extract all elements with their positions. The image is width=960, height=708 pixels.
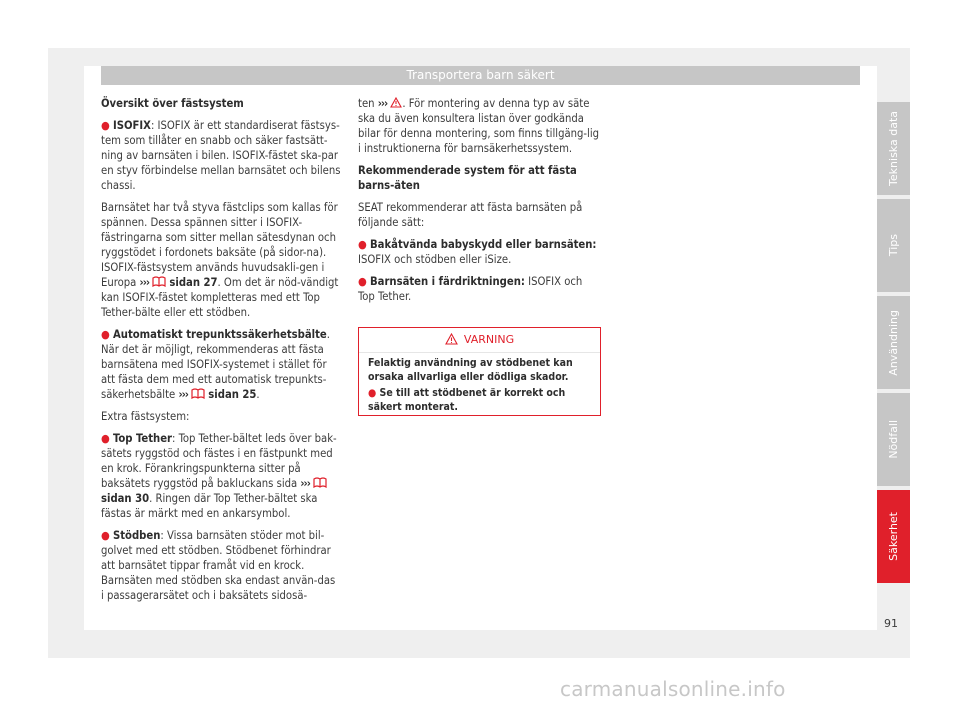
recommendation-intro: SEAT rekommenderar att fästa barnsäten på följande sätt:	[358, 201, 583, 229]
warning-triangle-icon	[390, 97, 402, 108]
arrows-icon: ›››	[139, 276, 149, 289]
tab-anvandning[interactable]: Användning	[877, 296, 910, 389]
bullet-icon: ●	[368, 387, 377, 399]
bullet-icon: ●	[101, 119, 110, 132]
tab-tekniska-data[interactable]: Tekniska data	[877, 102, 910, 195]
arrows-icon: ›››	[377, 97, 388, 110]
right-column	[358, 96, 602, 311]
list-item-three-point-belt: ● Automatiskt trepunktssäkerhetsbälte. När det är möjligt, rekommenderas att fästa barnsätena med ISOFIX-systemet i stället för att fästa dem med ett automatisk trepunkts-säkerhetsbälte ››› sidan 25.	[101, 328, 330, 401]
bullet-icon: ●	[358, 238, 367, 251]
page-reference-link[interactable]: sidan 27	[169, 276, 218, 289]
bullet-icon: ●	[358, 275, 367, 288]
bullet-icon: ●	[101, 529, 110, 542]
left-column	[101, 96, 341, 610]
book-icon	[313, 477, 327, 488]
warning-body	[359, 353, 600, 414]
page-number: 91	[884, 617, 898, 630]
arrows-icon: ›››	[300, 477, 310, 490]
list-item-isofix: ● ISOFIX: ISOFIX är ett standardiserat fästsys-tem som tillåter en snabb och säker fastsätt-ning av barnsäten i bilen. ISOFIX-fästet ska-par en styv förbindelse mellan barnsätet och bilens chassi.	[101, 119, 341, 192]
book-icon	[191, 388, 205, 399]
watermark: carmanualsonline.info	[560, 677, 786, 701]
list-item-support-leg: ● Stödben: Vissa barnsäten stöder mot bil-golvet med ett stödben. Stödbenet förhindrar att barnsätet tippar framåt vid en krock. Barnsäten med stödben ska endast använ-das i passagerarsätet och i baksätets sidosä-	[101, 529, 336, 602]
page-reference-link[interactable]: sidan 25	[208, 388, 257, 401]
section-heading: Översikt över fästsystem	[101, 97, 244, 110]
extra-systems-label: Extra fästsystem:	[101, 410, 190, 423]
continued-paragraph: ten ››› . För montering av denna typ av säte ska du även konsultera listan över godkända bilar för denna montering, som finns tillgäng-lig i instruktionerna för barnsäkerhetssystem.	[358, 97, 600, 155]
warning-text: Felaktig användning av stödbenet kan orsaka allvarliga eller dödliga skador.	[368, 357, 573, 383]
warning-bullet-item: ● Se till att stödbenet är korrekt och säkert monterat.	[368, 387, 566, 413]
warning-header	[359, 328, 600, 353]
warning-box	[358, 327, 601, 416]
arrows-icon: ›››	[178, 388, 188, 401]
page-reference-link[interactable]: sidan 30	[101, 492, 150, 505]
warning-title: VARNING	[463, 333, 515, 346]
list-item-top-tether: ● Top Tether: Top Tether-bältet leds över bak-sätets ryggstöd och fästes i en fästpunkt med en krok. Förankringspunkterna sitter på baksätets ryggstöd på bakluckans sida ››› sidan 30. Ringen där Top Tether-bältet ska fästas är märkt med en ankarsymbol.	[101, 432, 337, 520]
paragraph-isofix-clips: Barnsätet har två styva fästclips som kallas för spännen. Dessa spännen sitter i ISOFIX-fästringarna som sitter mellan sätesdynan och ryggstödet i fordonets baksäte (på sidor-na). ISOFIX-fästsystem används huvudsakli-gen i Europa ››› sidan 27. Om det är nöd-vändigt kan ISOFIX-fästet kompletteras med ett Top Tether-bälte eller ett stödben.	[101, 201, 339, 319]
section-heading: Rekommenderade system för att fästa barns-äten	[358, 164, 577, 192]
list-item-forward-facing: ● Barnsäten i färdriktningen: ISOFIX och Top Tether.	[358, 275, 583, 303]
page-header-title: Transportera barn säkert	[101, 66, 860, 85]
tab-tips[interactable]: Tips	[877, 199, 910, 292]
book-icon	[152, 276, 166, 287]
tab-nodfall[interactable]: Nödfall	[877, 393, 910, 486]
bullet-icon: ●	[101, 432, 110, 445]
bullet-icon: ●	[101, 328, 110, 341]
list-item-rear-facing: ● Bakåtvända babyskydd eller barnsäten: ISOFIX och stödben eller iSize.	[358, 238, 597, 266]
tab-sakerhet[interactable]: Säkerhet	[877, 490, 910, 583]
warning-triangle-icon	[445, 333, 458, 345]
